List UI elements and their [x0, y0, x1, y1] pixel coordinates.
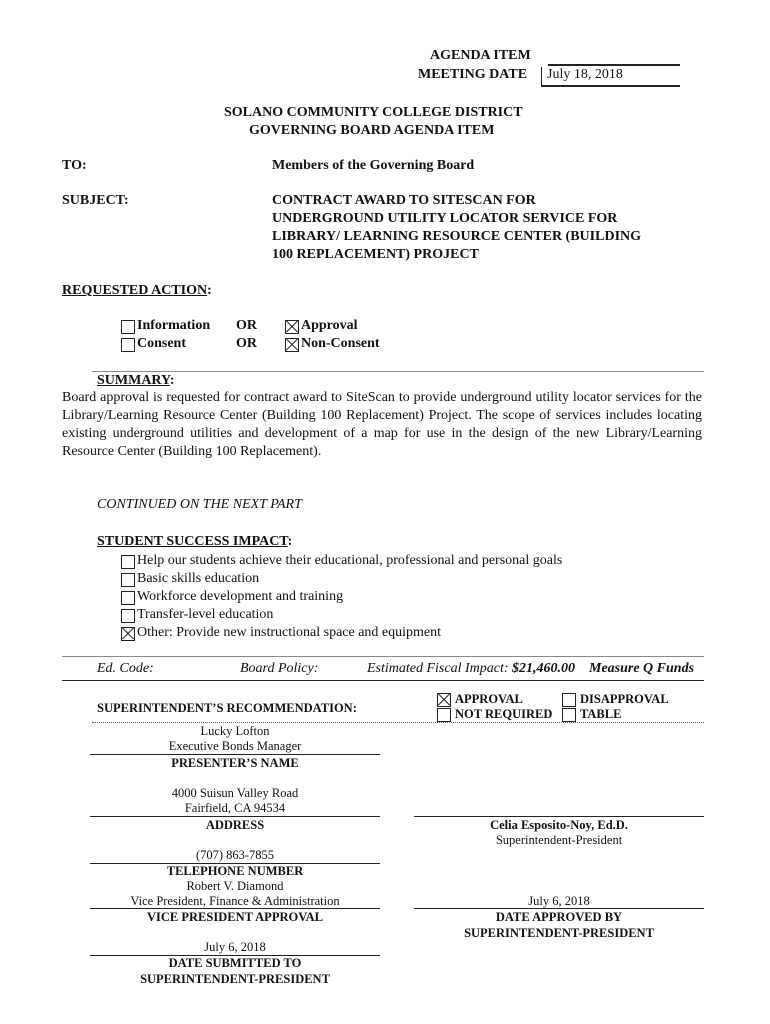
- goal-checkbox-basic-skills[interactable]: [121, 573, 135, 587]
- meeting-date-divider: [541, 67, 542, 85]
- subject-label: SUBJECT:: [62, 193, 129, 208]
- address-label: ADDRESS: [205, 818, 265, 832]
- approval-checkbox[interactable]: [285, 320, 299, 334]
- title-line-1: SOLANO COMMUNITY COLLEGE DISTRICT: [224, 105, 523, 120]
- fiscal-impact-label: Estimated Fiscal Impact:: [367, 661, 509, 676]
- goal-label-basic-skills: Basic skills education: [137, 571, 260, 586]
- goal-checkbox-help-students[interactable]: [121, 555, 135, 569]
- date-approved-label-2: SUPERINTENDENT-PRESIDENT: [464, 926, 654, 940]
- goal-label-help-students: Help our students achieve their educational, professional and personal goals: [137, 553, 563, 568]
- date-submitted-label-2: SUPERINTENDENT-PRESIDENT: [140, 972, 330, 986]
- goal-checkbox-transfer[interactable]: [121, 609, 135, 623]
- to-label: TO:: [62, 158, 87, 173]
- fiscal-top-rule: [62, 656, 704, 657]
- subject-line-4: 100 REPLACEMENT) PROJECT: [272, 247, 479, 262]
- rec-disapproval-label: DISAPPROVAL: [580, 692, 669, 706]
- fiscal-bottom-rule: [62, 680, 704, 681]
- goal-label-other: Other: Provide new instructional space and equipment: [137, 625, 442, 640]
- rec-table-label: TABLE: [580, 707, 622, 721]
- approval-label: Approval: [301, 318, 358, 333]
- presenter-rule: [90, 754, 380, 755]
- to-value: Members of the Governing Board: [272, 158, 475, 173]
- address-line-1: 4000 Suisun Valley Road: [171, 786, 299, 800]
- title-line-2: GOVERNING BOARD AGENDA ITEM: [249, 123, 495, 138]
- information-checkbox[interactable]: [121, 320, 135, 334]
- date-approved-rule: [414, 908, 704, 909]
- summary-text: Board approval is requested for contract award to SiteScan to provide underground utility locator services for the Library/Learning Resource Center (Building 100 Replacement) Project. The scope of services includes locating existing underground utilities and development of a map for use in the design of the new Library/Learning Resource Center (Building 100 Replacement).: [62, 390, 702, 459]
- rec-approval-checkbox[interactable]: [437, 693, 451, 707]
- recommendation-label: SUPERINTENDENT’S RECOMMENDATION:: [97, 701, 357, 715]
- recommendation-dotted-rule: [92, 722, 704, 723]
- telephone-label: TELEPHONE NUMBER: [166, 864, 304, 878]
- telephone-value: (707) 863-7855: [195, 848, 275, 862]
- board-policy-label: Board Policy:: [240, 661, 319, 676]
- vp-name: Robert V. Diamond: [186, 879, 284, 893]
- goal-label-workforce: Workforce development and training: [137, 589, 344, 604]
- vp-rule: [90, 908, 380, 909]
- superintendent-rule: [414, 816, 704, 817]
- non-consent-label: Non-Consent: [301, 336, 380, 351]
- date-submitted-value: July 6, 2018: [204, 940, 266, 954]
- rec-disapproval-checkbox[interactable]: [562, 693, 576, 707]
- goal-checkbox-other[interactable]: [121, 627, 135, 641]
- section-divider-1: [92, 371, 704, 372]
- summary-heading: SUMMARY:: [97, 373, 175, 388]
- rec-not-required-checkbox[interactable]: [437, 708, 451, 722]
- fund-label: Measure Q Funds: [589, 661, 695, 676]
- agenda-item-label: AGENDA ITEM: [430, 48, 531, 63]
- or-label-1: OR: [236, 318, 257, 333]
- consent-label: Consent: [137, 336, 187, 351]
- date-submitted-label-1: DATE SUBMITTED TO: [168, 956, 302, 970]
- meeting-date-label: MEETING DATE: [418, 67, 528, 82]
- superintendent-name: Celia Esposito-Noy, Ed.D.: [490, 818, 628, 832]
- vp-title: Vice President, Finance & Administration: [130, 894, 340, 908]
- presenter-name: Lucky Lofton: [200, 724, 270, 738]
- subject-line-2: UNDERGROUND UTILITY LOCATOR SERVICE FOR: [272, 211, 618, 226]
- non-consent-checkbox[interactable]: [285, 338, 299, 352]
- or-label-2: OR: [236, 336, 257, 351]
- student-success-heading: STUDENT SUCCESS IMPACT:: [97, 534, 293, 549]
- superintendent-title: Superintendent-President: [495, 833, 623, 847]
- date-approved-value: July 6, 2018: [528, 894, 590, 908]
- rec-table-checkbox[interactable]: [562, 708, 576, 722]
- subject-line-1: CONTRACT AWARD TO SITESCAN FOR: [272, 193, 536, 208]
- meeting-date-underline: [541, 85, 680, 87]
- fiscal-impact-value: $21,460.00: [512, 661, 575, 676]
- ed-code-label: Ed. Code:: [97, 661, 154, 676]
- rec-approval-label: APPROVAL: [455, 692, 523, 706]
- presenter-title: Executive Bonds Manager: [168, 739, 302, 753]
- goal-checkbox-workforce[interactable]: [121, 591, 135, 605]
- presenter-label: PRESENTER’S NAME: [171, 756, 299, 770]
- continued-note: CONTINUED ON THE NEXT PART: [97, 497, 302, 512]
- rec-not-required-label: NOT REQUIRED: [455, 707, 553, 721]
- requested-action-heading: REQUESTED ACTION:: [62, 283, 212, 298]
- goal-label-transfer: Transfer-level education: [137, 607, 274, 622]
- agenda-item-underline: [548, 64, 680, 66]
- meeting-date-value: July 18, 2018: [547, 67, 623, 82]
- information-label: Information: [137, 318, 211, 333]
- consent-checkbox[interactable]: [121, 338, 135, 352]
- vp-approval-label: VICE PRESIDENT APPROVAL: [147, 910, 323, 924]
- date-approved-label-1: DATE APPROVED BY: [495, 910, 623, 924]
- address-line-2: Fairfield, CA 94534: [184, 801, 286, 815]
- address-rule: [90, 816, 380, 817]
- subject-line-3: LIBRARY/ LEARNING RESOURCE CENTER (BUILDING: [272, 229, 642, 244]
